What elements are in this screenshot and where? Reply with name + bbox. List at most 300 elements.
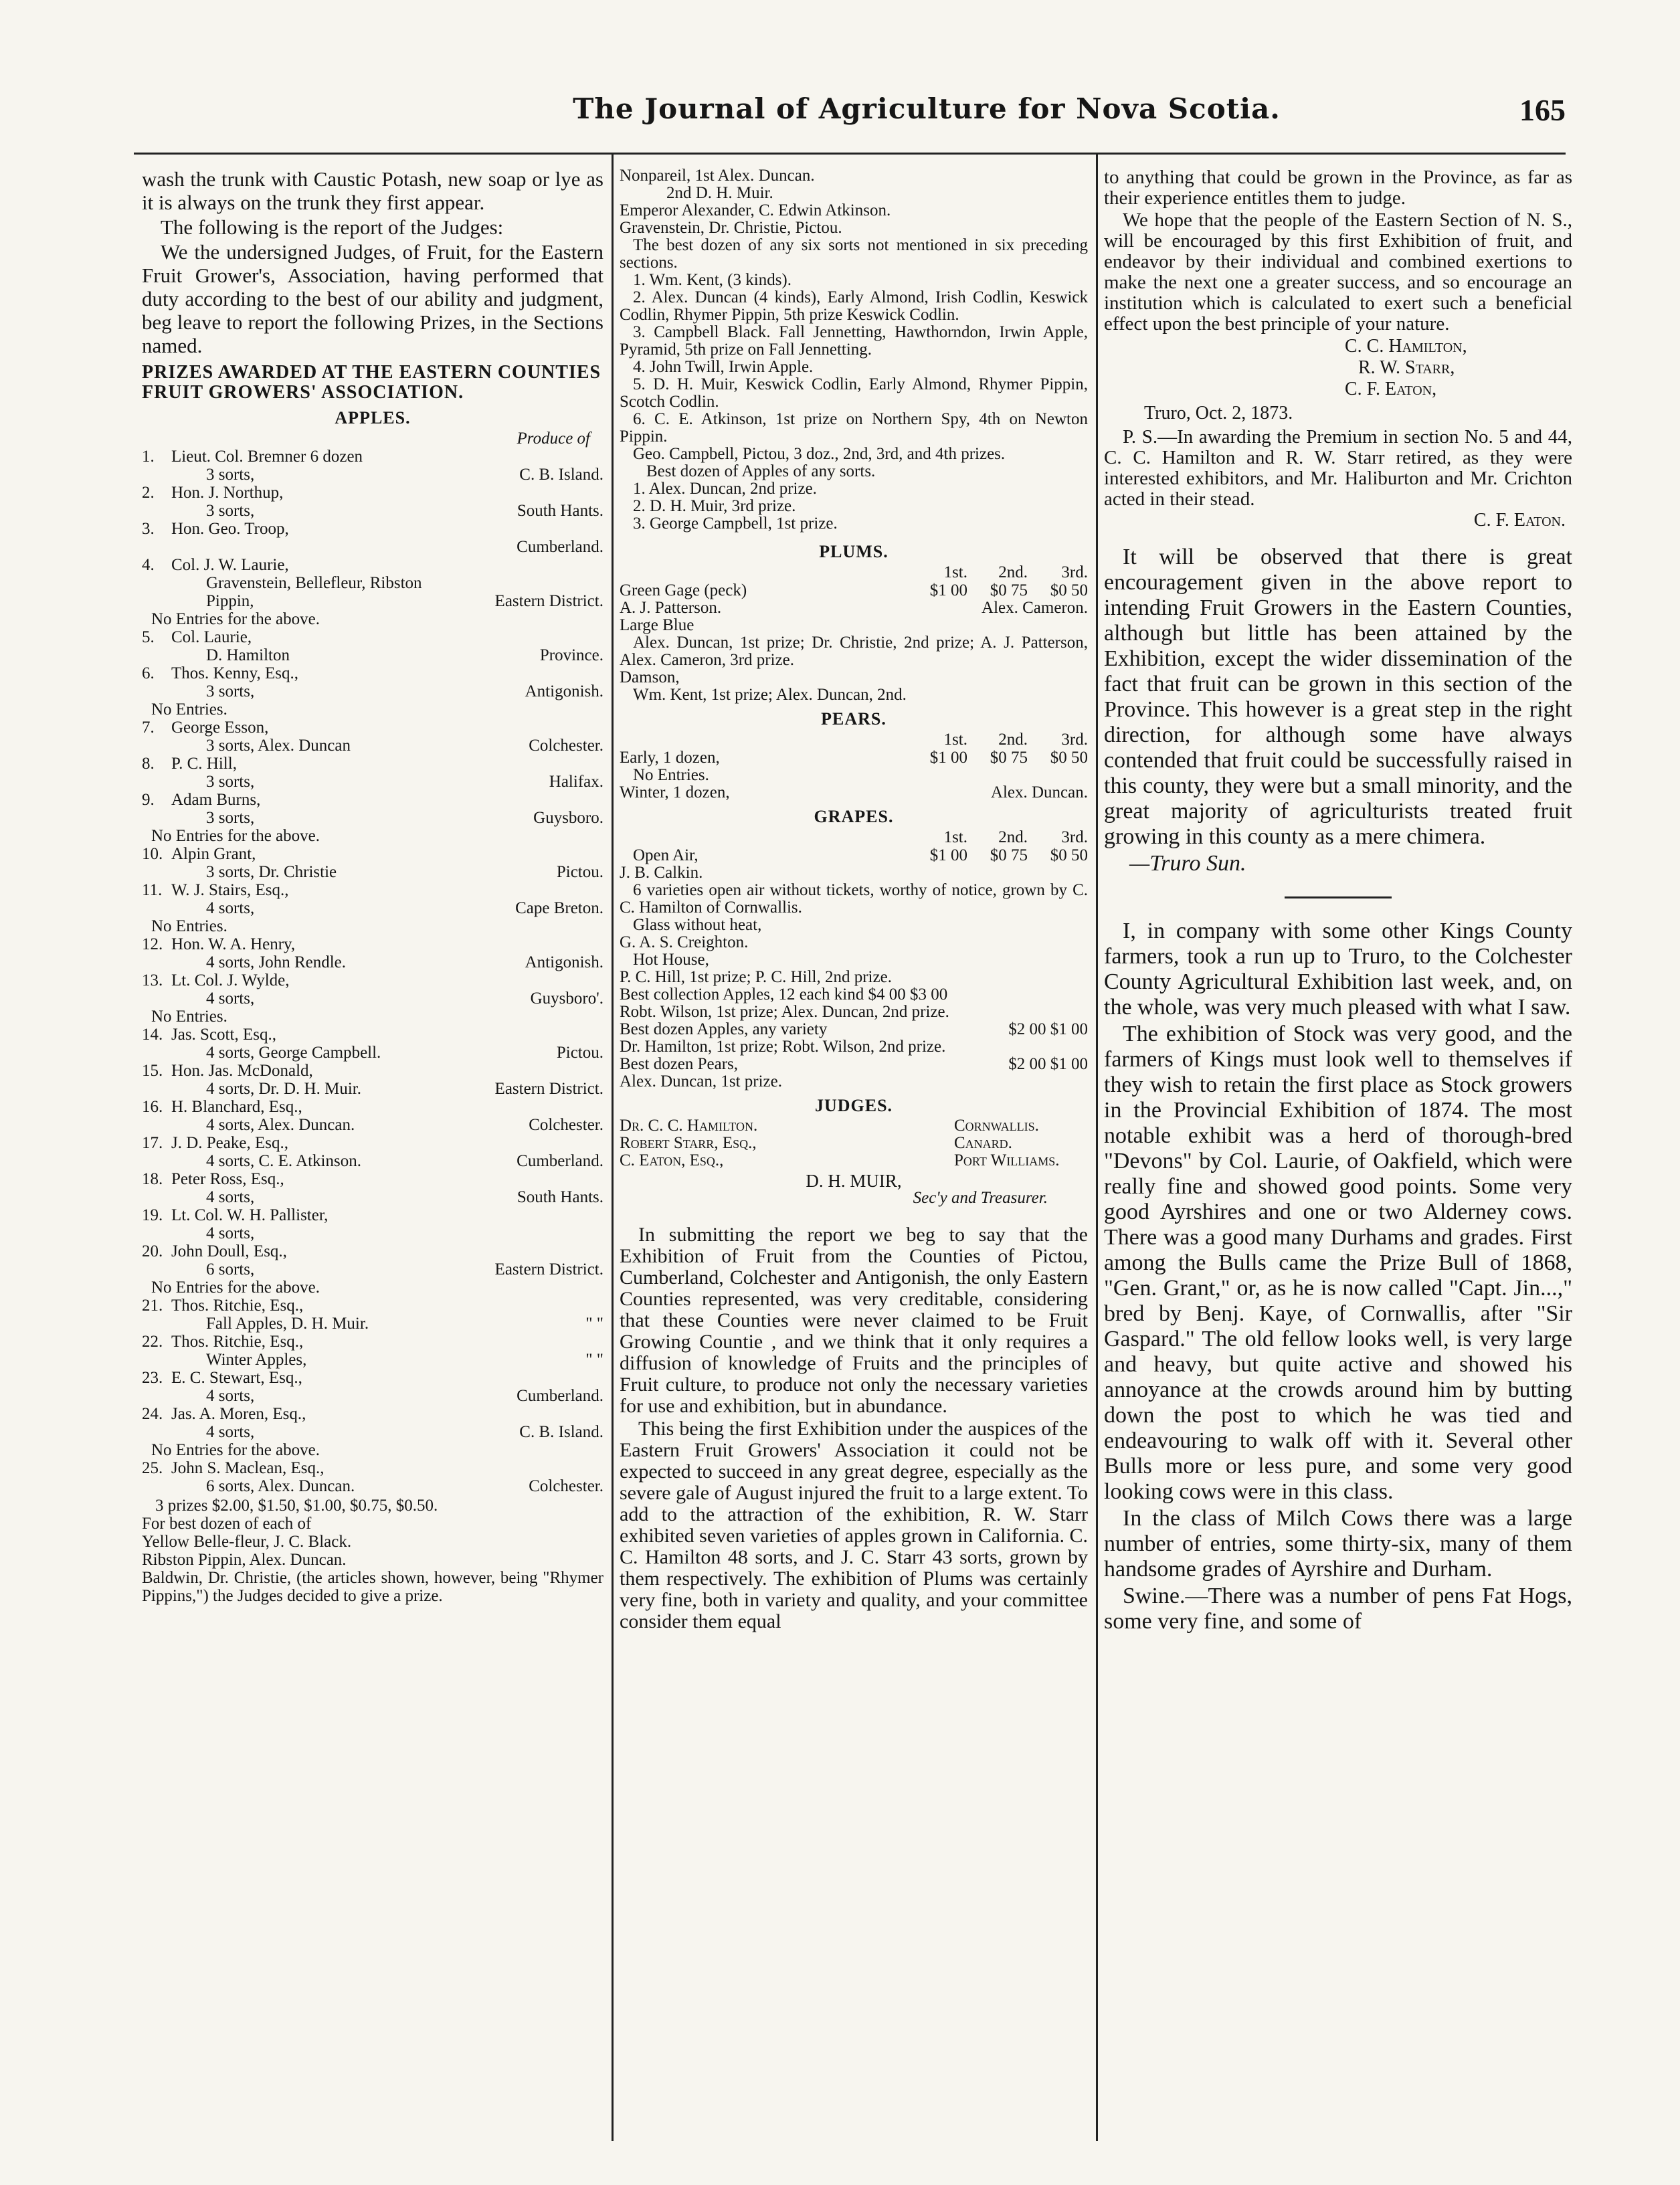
produce-of-label: Produce of [517,430,590,448]
entry-detail: 4 sorts, [206,1188,255,1206]
judge-row [620,1135,1088,1152]
entry-county: Cumberland. [517,1152,603,1170]
plums-heading: PLUMS. [819,542,889,561]
prize-col-3rd: 3rd. [1061,563,1088,581]
prize-amount: $0 50 [1050,581,1088,599]
entry-row [142,1297,603,1315]
entry-competitor [142,1405,306,1423]
dateline: Truro, Oct. 2, 1873. [1144,403,1293,423]
result-line: Wm. Kent, 1st prize; Alex. Duncan, 2nd. [633,686,907,704]
entry-detail-row [142,1080,603,1098]
entry-competitor [142,791,260,809]
judges-list [620,1117,1088,1169]
entry-name: George Esson, [171,719,269,737]
apple-entry [142,556,603,628]
entry-detail-row [142,1188,603,1206]
result-line: 1. Wm. Kent, (3 kinds). [633,271,792,289]
result-row [620,599,1088,617]
entry-row [142,1098,603,1116]
page-header [134,92,1566,146]
section-rule [1285,896,1392,898]
grape-results [620,864,1088,1090]
entry-detail-row [142,1044,603,1062]
result-line: 2. Alex. Duncan (4 kinds), Early Almond, Irish Codlin, Keswick Codlin, Rhymer Pippin, 5th prize Keswick Codlin. [620,288,1088,324]
apple-entry [142,448,603,484]
entry-competitor [142,755,237,773]
apple-entry [142,1170,603,1206]
entry-detail-row [142,989,603,1008]
entry-competitor [142,484,283,502]
entry-number: 2. [142,484,155,502]
entry-competitor [142,719,268,737]
result-line: 5. D. H. Muir, Keswick Codlin, Early Almond, Rhymer Pippin, Scotch Codlin. [620,375,1088,411]
entry-detail: 4 sorts, [206,989,255,1008]
result-line: Best collection Apples, 12 each kind $4 00 $3 00 [620,985,948,1004]
entry-number: 10. [142,845,163,863]
entry-detail-row [142,466,603,484]
apple-entry [142,881,603,935]
judge-place: Canard. [954,1134,1012,1152]
entry-competitor [142,1098,302,1116]
plums-prize-header [620,563,1088,599]
entry-county: Guysboro. [533,809,603,827]
entry-name: Hon. W. A. Henry, [171,935,296,953]
entry-row [142,1333,603,1351]
signer: R. W. Starr, [1358,357,1455,378]
entry-detail: 3 sorts, [206,682,255,700]
entry-name: Lt. Col. J. Wylde, [171,971,290,989]
entry-row [142,1170,603,1188]
entry-note: No Entries for the above. [151,827,320,845]
entry-detail: 3 sorts, Alex. Duncan [206,737,351,755]
entry-competitor [142,1459,324,1477]
judge-name: Dr. C. C. Hamilton. [620,1117,758,1135]
column-2 [620,167,1088,1634]
entry-name: Hon. Geo. Troop, [171,520,289,538]
entry-county: Pictou. [556,863,603,881]
entry-detail-row [142,502,603,520]
entry-competitor [142,628,252,646]
entry-detail: 3 sorts, [206,773,255,791]
entry-county: Eastern District. [494,1080,603,1098]
entry-row [142,520,603,538]
entry-row [142,664,603,682]
result-line: G. A. S. Creighton. [620,933,749,951]
paragraph: I, in company with some other Kings County farmers, took a run up to Truro, to the Colchester County Agricultural Exhibition last week, and, on the whole, was very much pleased with what I saw. [1104,919,1572,1020]
column-divider [612,154,614,2141]
result-line: 3. Campbell Black. Fall Jennetting, Hawthorndon, Irwin Apple, Pyramid, 5th prize on Fall Jennetting. [620,323,1088,359]
entry-number: 9. [142,791,155,809]
prize-col-2nd: 2nd. [998,563,1028,581]
judge-name: Robert Starr, Esq., [620,1134,757,1152]
entry-county: South Hants. [517,502,603,520]
entry-county: Cumberland. [517,1387,603,1405]
entry-detail: 4 sorts, [206,899,255,917]
result-line: $2 00 $1 00 [1008,1055,1088,1073]
result-line: P. C. Hill, 1st prize; P. C. Hill, 2nd prize. [620,968,892,986]
entry-note: No Entries for the above. [151,1278,320,1297]
column-3 [1104,167,1572,1636]
entry-row [142,1062,603,1080]
prize-amount: $0 75 [990,581,1028,599]
result-line: Alex. Duncan, 1st prize. [620,1072,782,1090]
entry-county: C. B. Island. [519,1423,603,1441]
entry-detail-row [142,863,603,881]
entry-county: Colchester. [529,1477,603,1495]
entry-row [142,1405,603,1423]
entry-detail-row [142,1152,603,1170]
entry-row [142,484,603,502]
prize-col-1st: 1st. [943,828,967,846]
result-line: Glass without heat, [633,916,762,934]
entry-number: 20. [142,1242,163,1260]
entry-name: Jas. A. Moren, Esq., [171,1405,306,1423]
pear-class: Early, 1 dozen, [620,749,720,767]
entry-competitor [142,881,288,899]
secretary-title: Sec'y and Treasurer. [913,1189,1048,1207]
result-line: Alex. Duncan, 1st prize; Dr. Christie, 2nd prize; A. J. Patterson, Alex. Cameron, 3rd prize. [620,634,1088,669]
entry-name: Peter Ross, Esq., [171,1170,284,1188]
result-row [620,784,1088,801]
entry-number: 7. [142,719,155,737]
result-line: 1. Alex. Duncan, 2nd prize. [633,480,817,498]
result-line: Large Blue [620,616,694,634]
result-line: Winter, 1 dozen, [620,783,730,801]
signer: C. C. Hamilton, [1345,336,1467,357]
entry-number: 16. [142,1098,163,1116]
result-line: Alex. Cameron. [982,599,1088,617]
prize-amount: $0 75 [990,846,1028,864]
entry-county: Province. [539,646,603,664]
entry-county: C. B. Island. [519,466,603,484]
entry-detail-row [142,1423,603,1441]
entry-detail: 4 sorts, [206,1423,255,1441]
entry-number: 25. [142,1459,163,1477]
entry-row [142,881,603,899]
entry-detail-row [142,773,603,791]
apple-entry [142,664,603,719]
entry-number: 22. [142,1333,163,1351]
apple-entry [142,520,603,556]
entry-competitor [142,935,295,953]
entry-row [142,791,603,809]
pears-table [620,731,1088,767]
entry-note: No Entries for the above. [151,1441,320,1459]
entry-detail: 3 sorts, [206,502,255,520]
apple-entry [142,1297,603,1333]
entry-detail-row [142,809,603,827]
entry-detail-row [142,1224,603,1242]
entry-competitor [142,556,289,574]
prizes-heading: PRIZES AWARDED AT THE EASTERN COUNTIES FRUIT GROWERS' ASSOCIATION. [142,362,601,403]
apples-heading: APPLES. [335,408,411,428]
apple-entries-list [142,448,603,1495]
entry-competitor [142,1206,328,1224]
paragraph: wash the trunk with Caustic Potash, new soap or lye as it is always on the trunk they first appear. [142,167,603,214]
grapes-table [620,828,1088,864]
entry-detail-row [142,1260,603,1278]
judge-row [620,1152,1088,1169]
entry-detail: 4 sorts, [206,1224,255,1242]
entry-number: 5. [142,628,155,646]
entry-row [142,628,603,646]
apple-entry [142,1026,603,1062]
result-line: 2nd D. H. Muir. [666,184,773,202]
judge-row [620,1117,1088,1135]
judge-place: Cornwallis. [954,1117,1039,1135]
entry-competitor [142,664,298,682]
result-line: Emperor Alexander, C. Edwin Atkinson. [620,201,891,219]
entry-detail: 3 sorts, [206,466,255,484]
paragraph: It will be observed that there is great encouragement given in the above report to intending Fruit Growers in the Eastern Counties, although but little has been attained by the Exhibition, except the wider dissemination of the fact that fruit can be grown in this section of the Province. This however is a great step in the right direction, for although some have always contended that fruit could be successfully raised in this county, they were but a small minority, and the great majority of agriculturists treated fruit growing in this county as a mere chimera. [1104,545,1572,849]
paragraph: The following is the report of the Judges: [161,215,504,239]
closing-line: For best dozen of each of [142,1515,312,1533]
entry-name: Thos. Ritchie, Esq., [171,1297,304,1315]
entry-name: Col. J. W. Laurie, [171,556,289,574]
result-line: 4. John Twill, Irwin Apple. [633,358,814,376]
paragraph: The exhibition of Stock was very good, and the farmers of Kings must look well to themselves if they wish to retain the first place as Stock growers in the Provincial Exhibition of 1874. The most notable exhibit was a herd of thorough-bred "Devons" by Col. Laurie, of Oakfield, which were really fine and showed good points. Some very good Ayrshires and one or two Alderney cows. There was a good many Durhams and grades. First among the Bulls came the Prize Bull of 1868, "Gen. Grant," or, as he is now called "Capt. Jin...," bred by Benj. Kaye, of Cornwallis, after "Sir Gaspard." The old fellow looks well, is very large and heavy, but quite active and showed his annoyance at the crowds around him by butting down the post to which he was tied and endeavouring to walk off with it. Several other Bulls more or less pure, and some very good looking cows were in this class. [1104,1022,1572,1504]
source-credit: —Truro Sun. [1129,851,1246,876]
entry-competitor [142,1369,302,1387]
entry-name: Thos. Ritchie, Esq., [171,1333,304,1351]
entry-name: J. D. Peake, Esq., [171,1134,288,1152]
prize-col-2nd: 2nd. [998,828,1028,846]
entry-county: Cumberland. [517,538,603,556]
entry-detail: 6 sorts, Alex. Duncan. [206,1477,355,1495]
entry-county: Antigonish. [525,953,603,971]
entry-competitor [142,971,290,989]
apple-entry [142,971,603,1026]
prize-amount: $0 50 [1050,749,1088,767]
result-line: 2. D. H. Muir, 3rd prize. [633,497,796,515]
result-line: Damson, [620,668,680,686]
entry-county: Eastern District. [494,592,603,610]
result-line: Hot House, [633,951,709,969]
entry-number: 24. [142,1405,163,1423]
closing-line: Ribston Pippin, Alex. Duncan. [142,1551,347,1569]
entry-row [142,448,603,466]
entry-row [142,1459,603,1477]
apple-entry [142,484,603,520]
entry-detail: D. Hamilton [206,646,290,664]
entry-competitor [142,1170,284,1188]
apple-entry [142,1062,603,1098]
signers [1104,336,1572,400]
fruit-results-top [620,167,1088,533]
closing-line: Baldwin, Dr. Christie, (the articles shown, however, being "Rhymer Pippins,") the Judges decided to give a prize. [142,1569,603,1605]
result-line: Best dozen Pears, [620,1055,739,1073]
prize-col-3rd: 3rd. [1061,828,1088,846]
entry-number: 11. [142,881,163,899]
result-line: The best dozen of any six sorts not mentioned in six preceding sections. [620,236,1088,272]
entry-detail: 3 sorts, [206,809,255,827]
column-divider [1096,154,1098,2141]
prize-col-1st: 1st. [943,731,967,749]
entry-detail: 4 sorts, C. E. Atkinson. [206,1152,361,1170]
entry-name: Col. Laurie, [171,628,252,646]
entry-detail: 4 sorts, George Campbell. [206,1044,381,1062]
entry-number: 1. [142,448,155,466]
result-row [620,1056,1088,1073]
plum-results [620,599,1088,704]
entry-row [142,719,603,737]
judge-name: C. Eaton, Esq., [620,1151,724,1169]
entry-county: Antigonish. [525,682,603,700]
apple-entry [142,1405,603,1459]
entry-name: E. C. Stewart, Esq., [171,1369,302,1387]
entry-detail [142,538,206,556]
entry-county: Pictou. [556,1044,603,1062]
header-rule [134,153,1566,155]
entry-detail-row [142,682,603,700]
entry-detail: Winter Apples, [206,1351,307,1369]
entry-number: 4. [142,556,155,574]
entry-competitor [142,1062,313,1080]
entry-row [142,1206,603,1224]
prize-amount: $0 75 [990,749,1028,767]
apple-entry [142,719,603,755]
paragraph: We hope that the people of the Eastern Section of N. S., will be encouraged by this first Exhibition of fruit, and endeavor by their individual and combined exertions to make the next one a greater success, and so encourage an institution which is calculated to exert such a beneficial effect upon the best principle of your nature. [1104,209,1572,335]
prize-col-1st: 1st. [943,563,967,581]
entry-number: 13. [142,971,163,989]
entry-detail-row [142,899,603,917]
entry-number: 17. [142,1134,163,1152]
entry-competitor [142,1333,303,1351]
entry-name: Hon. Jas. McDonald, [171,1062,313,1080]
paragraph: We the undersigned Judges, of Fruit, for the Eastern Fruit Grower's, Association, having performed that duty according to the best of our ability and judgment, beg leave to report the following Prizes, in the Sections named. [142,240,603,357]
entry-number: 6. [142,664,155,682]
entry-competitor [142,1297,303,1315]
entry-county: Cape Breton. [515,899,603,917]
apple-entry [142,1242,603,1297]
entry-county: " " [585,1315,603,1333]
entry-detail-row [142,1315,603,1333]
result-line: Geo. Campbell, Pictou, 3 doz., 2nd, 3rd, and 4th prizes. [633,445,1006,463]
entry-number: 23. [142,1369,163,1387]
entry-detail-row [142,953,603,971]
result-line: 6. C. E. Atkinson, 1st prize on Northern Spy, 4th on Newton Pippin. [620,410,1088,446]
entry-row [142,556,603,574]
entry-name: H. Blanchard, Esq., [171,1098,302,1116]
entry-detail-row [142,1351,603,1369]
entry-county: Halifax. [549,773,603,791]
entry-detail-row [142,574,603,610]
entry-competitor [142,1026,276,1044]
entry-name: John Doull, Esq., [171,1242,287,1260]
entry-row [142,1242,603,1260]
entry-detail: Gravenstein, Bellefleur, Ribston Pippin, [206,574,422,610]
entry-row [142,1369,603,1387]
prize-amount: $0 50 [1050,846,1088,864]
entry-name: Lieut. Col. Bremner 6 dozen [171,448,363,466]
plum-variety: Green Gage (peck) [620,581,747,599]
postscript: P. S.—In awarding the Premium in section No. 5 and 44, C. C. Hamilton and R. W. Starr retired, as they were interested exhibitors, and Mr. Haliburton and Mr. Crichton acted in their stead. [1104,426,1572,510]
entry-name: W. J. Stairs, Esq., [171,881,289,899]
page-number: 165 [1519,93,1566,127]
entry-note: No Entries. [151,917,227,935]
entry-number: 19. [142,1206,163,1224]
result-line: 6 varieties open air without tickets, worthy of notice, grown by C. C. Hamilton of Cornwallis. [620,881,1088,917]
paragraph: In the class of Milch Cows there was a large number of entries, some thirty-six, many of them handsome grades of Ayrshire and Durham. [1104,1506,1572,1582]
result-line: J. B. Calkin. [620,864,703,882]
entry-detail-row [142,1477,603,1495]
apple-entry [142,1459,603,1495]
pears-heading: PEARS. [821,709,886,729]
grape-class: Open Air, [633,846,698,864]
prize-col-2nd: 2nd. [998,731,1028,749]
entry-note: No Entries. [151,1008,227,1026]
entry-detail: 4 sorts, Dr. D. H. Muir. [206,1080,361,1098]
apple-entry [142,1333,603,1369]
prize-col-3rd: 3rd. [1061,731,1088,749]
entry-name: Alpin Grant, [171,845,256,863]
entry-detail: 4 sorts, John Rendle. [206,953,347,971]
entry-row [142,1026,603,1044]
result-line: Gravenstein, Dr. Christie, Pictou. [620,219,842,237]
result-line: Best dozen of Apples of any sorts. [646,462,876,480]
result-row [620,1021,1088,1038]
journal-title: The Journal of Agriculture for Nova Scotia. [573,92,1281,125]
entry-row [142,935,603,953]
entry-number: 21. [142,1297,163,1315]
prize-amount: $1 00 [929,749,967,767]
judges-heading: JUDGES. [814,1096,893,1115]
entry-number: 14. [142,1026,163,1044]
entry-row [142,971,603,989]
entry-name: Hon. J. Northup, [171,484,284,502]
entry-detail-row [142,737,603,755]
result-line: $2 00 $1 00 [1008,1020,1088,1038]
prize-amount: $1 00 [929,581,967,599]
entry-name: John S. Maclean, Esq., [171,1459,324,1477]
pear-results [620,767,1088,801]
entry-competitor [142,845,256,863]
entry-county: " " [585,1351,603,1369]
entry-county: Eastern District. [494,1260,603,1278]
result-line: Alex. Duncan. [990,783,1088,801]
paragraph: This being the first Exhibition under the auspices of the Eastern Fruit Growers' Association it could not be expected to succeed in any great degree, especially as the severe gale of August injured the fruit to a large extent. To add to the attraction of the exhibition, R. W. Starr exhibited seven varieties of apples grown in California. C. C. Hamilton 48 sorts, and J. C. Starr 43 sorts, grown by them respectively. The exhibition of Plums was certainly very fine, both in variety and quality, and your committee consider them equal [620,1418,1088,1632]
entry-detail: Fall Apples, D. H. Muir. [206,1315,369,1333]
secretary-name: D. H. MUIR, [806,1171,902,1191]
result-line: 3. George Campbell, 1st prize. [633,514,838,533]
entry-number: 8. [142,755,155,773]
closing-line: 3 prizes $2.00, $1.50, $1.00, $0.75, $0.50. [155,1497,438,1515]
judge-place: Port Williams. [954,1151,1060,1169]
entry-detail: 4 sorts, Alex. Duncan. [206,1116,355,1134]
paragraph: In submitting the report we beg to say that the Exhibition of Fruit from the Counties of Pictou, Cumberland, Colchester and Antigonish, the only Eastern Counties represented, was very creditable, considering that these Counties were never claimed to be Fruit Growing Countie , and we think that it only requires a diffusion of knowledge of Fruits and the principles of Fruit culture, to produce not only the necessary varieties for use and exhibition, but in abundance. [620,1224,1088,1417]
entry-detail: 6 sorts, [206,1260,255,1278]
entry-county: Colchester. [529,1116,603,1134]
result-line: Dr. Hamilton, 1st prize; Robt. Wilson, 2nd prize. [620,1038,946,1056]
entry-number: 15. [142,1062,163,1080]
apple-entry [142,1206,603,1242]
entry-name: Jas. Scott, Esq., [171,1026,276,1044]
apple-entry [142,628,603,664]
grapes-heading: GRAPES. [814,807,894,826]
signer: C. F. Eaton, [1345,379,1437,399]
entry-detail-row [142,538,603,556]
apple-entry [142,1134,603,1170]
apple-entry [142,1369,603,1405]
paragraph: Swine.—There was a number of pens Fat Hogs, some very fine, and some of [1104,1584,1572,1634]
entry-number: 3. [142,520,155,538]
entry-county: Colchester. [529,737,603,755]
entry-competitor [142,1134,288,1152]
paragraph: to anything that could be grown in the Province, as far as their experience entitles them to judge. [1104,167,1572,209]
apple-entry [142,791,603,845]
entry-county: South Hants. [517,1188,603,1206]
entry-name: P. C. Hill, [171,755,237,773]
